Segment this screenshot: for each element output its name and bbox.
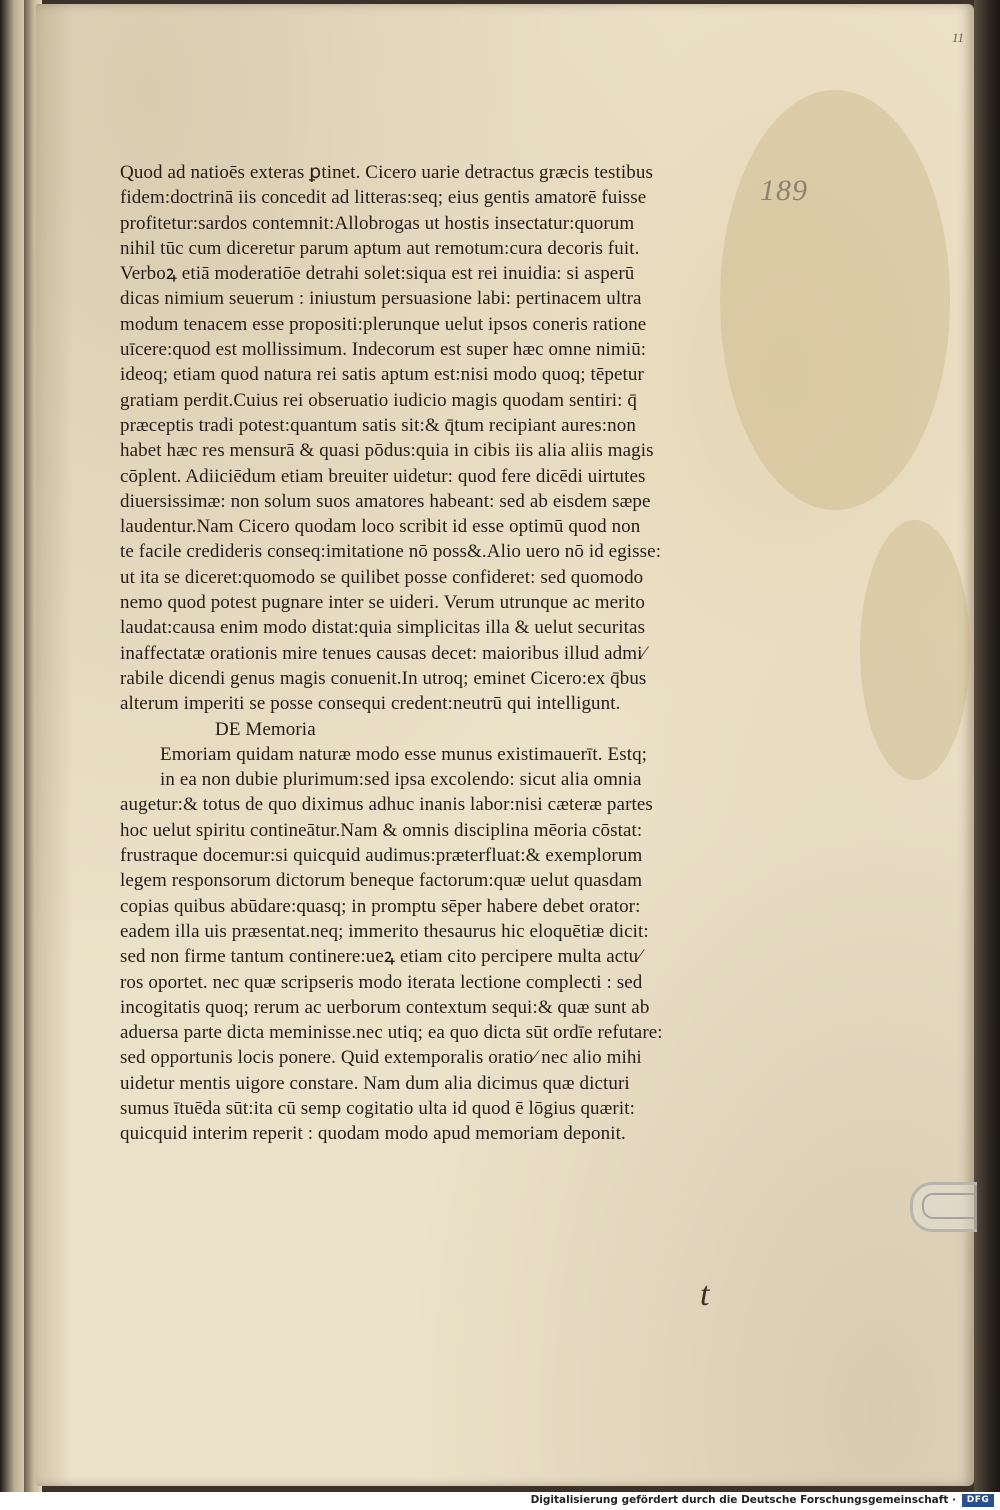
text-line: laudentur.Nam Cicero quodam loco scribit id esse optimū quod non (120, 516, 641, 538)
text-line: profitetur:sardos contemnit:Allobrogas ut hostis insectatur:quorum (120, 212, 635, 234)
pencil-page-number: 189 (760, 174, 808, 207)
text-line: aduersa parte dicta meminisse.nec utiq; ea quo dicta sūt ordīe refutare: (120, 1022, 663, 1044)
text-line: copias quibus abūdare:quasq; in promptu sēper habere debet orator: (120, 895, 641, 917)
text-line: frustraque docemur:si quicquid audimus:præterfluat:& exemplorum (120, 845, 643, 867)
folio-mark: 11 (952, 30, 965, 45)
text-line: ut ita se diceret:quomodo se quilibet posse confideret: sed quomodo (120, 566, 644, 588)
text-line: te facile credideris conseq:imitatione nō poss&.Alio uero nō id egisse: (120, 541, 662, 563)
text-line: laudat:causa enim modo distat:quia simplicitas illa & uelut securitas (120, 617, 646, 639)
paper-stain (720, 90, 950, 510)
text-line: quicquid interim reperit : quodam modo apud memoriam deponit. (120, 1123, 626, 1145)
text-line: eadem illa uis præsentat.neq; immerito thesaurus hic eloquētiæ dicit: (120, 920, 649, 942)
text-line: Verboꝝ etiā moderatiōe detrahi solet:siqua est rei inuidia: si asperū (120, 263, 635, 285)
text-line: modum tenacem esse propositi:plerunque uelut ipsos coneris ratione (120, 313, 647, 335)
text-line: hoc uelut spiritu contineātur.Nam & omnis disciplina mēoria cōstat: (120, 819, 643, 841)
text-line: dicas nimium seuerum : iniustum persuasione labi: pertinacem ultra (120, 288, 642, 310)
dfg-logo: DFG (962, 1494, 994, 1507)
text-line: incogitatis quoq; rerum ac uerborum contextum sequi:& quæ sunt ab (120, 996, 650, 1018)
signature-mark: t (700, 1276, 710, 1313)
text-line: ros oportet. nec quæ scripseris modo iterata lectione complecti : sed (120, 971, 643, 993)
main-text (120, 160, 720, 1147)
text-line: nihil tūc cum diceretur parum aptum aut remotum:cura decoris fuit. (120, 237, 640, 259)
text-line: habet hæc res mensurā & quasi pōdus:quia in cibis iis alia aliis magis (120, 440, 654, 462)
page-right-edge (974, 0, 1000, 1492)
text-line: legem responsorum dictorum beneque factorum:quæ uelut quasdam (120, 870, 643, 892)
text-line: præceptis tradi potest:quantum satis sit:& q̄tum recipiant aures:non (120, 414, 636, 436)
text-line: in ea non dubie plurimum:sed ipsa excolendo: sicut alia omnia (160, 769, 642, 791)
paper-clip-inner (922, 1193, 976, 1219)
text-line: cōplent. Adiiciēdum etiam breuiter uidetur: quod fere dicēdi uirtutes (120, 465, 646, 487)
text-line: inaffectatæ orationis mire tenues causas decet: maioribus illud admi⁄ (120, 642, 646, 664)
section-heading: DE Memoria (215, 718, 316, 740)
text-line: augetur:& totus de quo diximus adhuc inanis labor:nisi cæteræ partes (120, 794, 653, 816)
text-line: rabile dicendi genus magis conuenit.In utroq; eminet Cicero:ex q̄bus (120, 667, 647, 689)
text-line: diuersissimæ: non solum suos amatores habeant: sed ab eisdem sæpe (120, 490, 651, 512)
text-line: Quod ad natioēs exteras ꝑtinet. Cicero uarie detractus græcis testibus (120, 162, 653, 183)
text-line: nemo quod potest pugnare inter se uideri. Verum utrunque ac merito (120, 592, 645, 614)
text-line: fidem:doctrinā iis concedit ad litteras:seq; eius gentis amatorē fuisse (120, 187, 647, 209)
text-line: sumus ītuēda sūt:ita cū semp cogitatio ulta id quod ē lōgius quærit: (120, 1097, 635, 1119)
text-line: gratiam perdit.Cuius rei obseruatio iudicio magis quodam sentiri: q̄ (120, 389, 637, 411)
text-line: sed opportunis locis ponere. Quid extemporalis oratio⁄ nec alio mihi (120, 1047, 642, 1069)
text-line: uīcere:quod est mollissimum. Indecorum est super hæc omne nimiū: (120, 339, 647, 361)
text-line: alterum imperiti se posse consequi credent:neutrū qui intelligunt. (120, 693, 621, 715)
text-line: sed non firme tantum continere:ueꝝ etiam cito percipere multa actu⁄ (120, 946, 642, 968)
text-line: Emoriam quidam naturæ modo esse munus existimauerīt. Estq; (160, 743, 648, 765)
footer-credit: Digitalisierung gefördert durch die Deutsche Forschungsgemeinschaft · (530, 1494, 956, 1506)
text-line: ideoq; etiam quod natura rei satis aptum est:nisi modo quoq; tēpetur (120, 364, 644, 386)
paper-stain (860, 520, 970, 780)
text-line: uidetur mentis uigore constare. Nam dum alia dicimus quæ dicturi (120, 1072, 630, 1094)
